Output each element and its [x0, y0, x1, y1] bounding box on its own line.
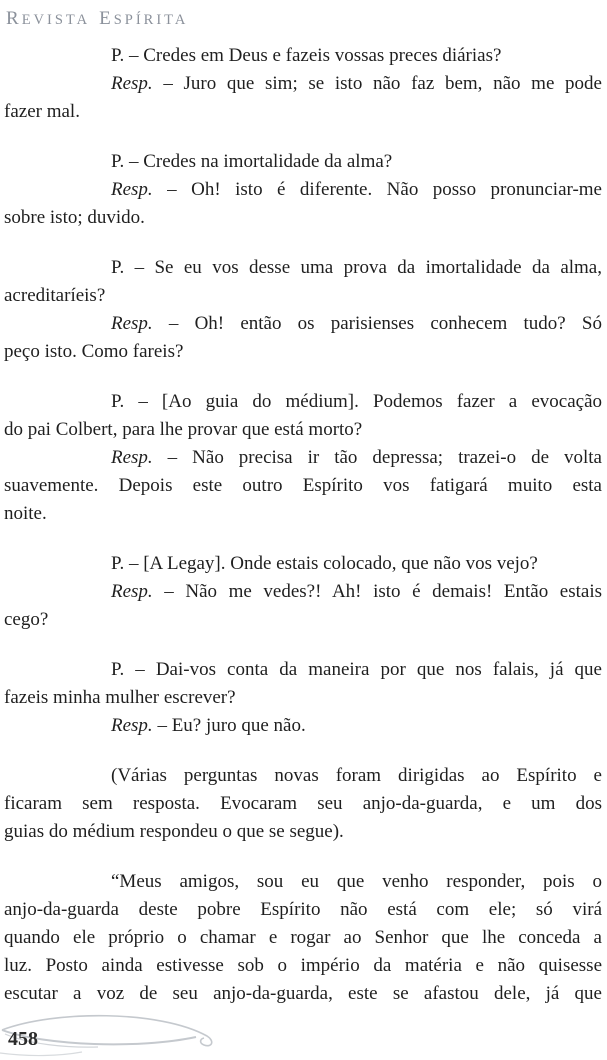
text-line: (Várias perguntas novas foram dirigidas ao Espírito e: [111, 765, 602, 786]
text-line: anjo-da-guarda deste pobre Espírito não está com ele; só virá: [4, 899, 602, 920]
text-line: Resp. – Oh! isto é diferente. Não posso pronunciar-me: [111, 179, 602, 200]
paragraph: [4, 550, 602, 578]
paragraph: [4, 868, 602, 1008]
text-line: fazer mal.: [4, 101, 80, 122]
paragraph: [4, 388, 602, 444]
paragraph: [4, 310, 602, 366]
text-line: cego?: [4, 609, 49, 630]
text-line: P. – Se eu vos desse uma prova da imortalidade da alma,: [111, 257, 602, 278]
text-line: suavemente. Depois este outro Espírito vos fatigará muito esta: [4, 475, 602, 496]
page-header-title: [6, 8, 197, 29]
text-line: guias do médium respondeu o que se segue).: [4, 821, 344, 842]
text-line: Resp. – Oh! então os parisienses conhecem tudo? Só: [111, 313, 602, 334]
paragraph: [4, 762, 602, 846]
text-line: acreditaríeis?: [4, 285, 106, 306]
page-number: 458: [8, 1028, 38, 1050]
paragraph: [4, 176, 602, 232]
text-block: [4, 254, 602, 366]
paragraph: [4, 444, 602, 528]
text-line: P. – [A Legay]. Onde estais colocado, que não vos vejo?: [111, 553, 538, 574]
text-line: P. – Credes em Deus e fazeis vossas preces diárias?: [111, 45, 502, 66]
header-title-word: SPÍRITA: [113, 12, 189, 28]
text-line: fazeis minha mulher escrever?: [4, 687, 236, 708]
text-line: P. – Dai-vos conta da maneira por que nos falais, já que: [111, 659, 602, 680]
paragraph: [4, 656, 602, 712]
text-line: Resp. – Não me vedes?! Ah! isto é demais! Então estais: [111, 581, 602, 602]
paragraph: [4, 70, 602, 126]
text-block: [4, 550, 602, 634]
text-line: noite.: [4, 503, 47, 524]
body-text: [4, 42, 602, 1008]
text-line: “Meus amigos, sou eu que venho responder, pois o: [111, 871, 602, 892]
text-line: quando ele próprio o chamar e rogar ao Senhor que lhe conceda a: [4, 927, 602, 948]
paragraph: [4, 254, 602, 310]
text-line: ficaram sem resposta. Evocaram seu anjo-da-guarda, e um dos: [4, 793, 602, 814]
text-line: Resp. – Não precisa ir tão depressa; trazei-o de volta: [111, 447, 602, 468]
text-line: P. – Credes na imortalidade da alma?: [111, 151, 393, 172]
text-line: Resp. – Eu? juro que não.: [111, 715, 306, 736]
text-block: [4, 868, 602, 1008]
paragraph: [4, 578, 602, 634]
text-line: do pai Colbert, para lhe provar que está morto?: [4, 419, 363, 440]
header-title-word: EVISTA: [21, 12, 91, 28]
page-header: [6, 8, 197, 30]
text-block: [4, 388, 602, 528]
text-line: P. – [Ao guia do médium]. Podemos fazer a evocação: [111, 391, 602, 412]
text-line: escutar a voz de seu anjo-da-guarda, este se afastou dele, já que: [4, 983, 602, 1004]
text-block: [4, 656, 602, 740]
paragraph: [4, 42, 602, 70]
text-block: [4, 148, 602, 232]
text-line: Resp. – Juro que sim; se isto não faz bem, não me pode: [111, 73, 602, 94]
text-block: [4, 42, 602, 126]
text-block: [4, 762, 602, 846]
paragraph: [4, 148, 602, 176]
text-line: sobre isto; duvido.: [4, 207, 145, 228]
paragraph: [4, 712, 602, 740]
header-title-word: E: [99, 8, 114, 29]
text-line: luz. Posto ainda estivesse sob o império da matéria e não quisesse: [4, 955, 602, 976]
text-line: peço isto. Como fareis?: [4, 341, 184, 362]
header-title-word: R: [6, 8, 22, 29]
